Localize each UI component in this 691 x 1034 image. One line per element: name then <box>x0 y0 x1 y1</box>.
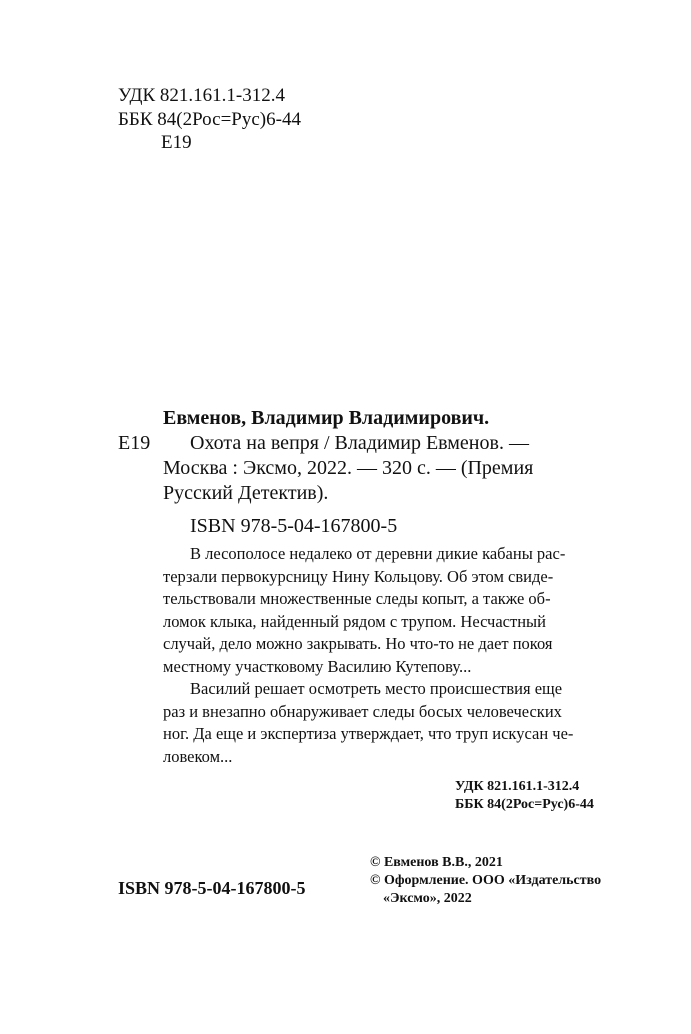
annotation-paragraph-1 <box>163 543 605 678</box>
author-heading: Евменов, Владимир Владимирович. <box>163 407 490 429</box>
isbn-record: ISBN 978-5-04-167800-5 <box>190 515 398 537</box>
annotation-line: В лесополосе недалеко от деревни дикие кабаны рас- <box>190 544 566 563</box>
author-code-top: Е19 <box>161 132 192 153</box>
copyright-design-line-1: © Оформление. ООО «Издательство <box>370 873 602 888</box>
annotation-line: раз и внезапно обнаруживает следы босых человеческих <box>163 701 562 721</box>
annotation-paragraph-2 <box>163 678 605 768</box>
bbk-top: ББК 84(2Рос=Рус)6-44 <box>118 109 301 130</box>
annotation-line: случай, дело можно закрывать. Но что-то не дает покоя <box>163 634 553 653</box>
udk-top: УДК 821.161.1-312.4 <box>118 85 285 106</box>
title-line-1: Охота на вепря / Владимир Евменов. — <box>190 432 529 454</box>
copyright-author: © Евменов В.В., 2021 <box>370 855 503 870</box>
annotation-line: Василий решает осмотреть место происшествия еще <box>190 679 563 698</box>
copyright-design-line-2: «Эксмо», 2022 <box>383 891 472 906</box>
title-line-3: Русский Детектив). <box>163 482 329 504</box>
isbn-footer: ISBN 978-5-04-167800-5 <box>118 878 306 898</box>
annotation-line: ног. Да еще и экспертиза утверждает, что труп искусан че- <box>163 724 574 743</box>
udk-bottom: УДК 821.161.1-312.4 <box>455 779 580 794</box>
annotation-line: местному участковому Василию Кутепову... <box>163 656 472 676</box>
author-code: Е19 <box>118 432 151 454</box>
annotation-line: ломок клыка, найденный рядом с трупом. Несчастный <box>163 611 546 631</box>
annotation-line: ловеком... <box>163 746 233 766</box>
annotation-line: тельствовали множественные следы копыт, а также об- <box>163 589 551 608</box>
annotation-line: терзали первокурсницу Нину Кольцову. Об этом свиде- <box>163 566 554 586</box>
title-line-2: Москва : Эксмо, 2022. — 320 с. — (Премия <box>163 457 534 479</box>
bbk-bottom: ББК 84(2Рос=Рус)6-44 <box>455 797 594 812</box>
